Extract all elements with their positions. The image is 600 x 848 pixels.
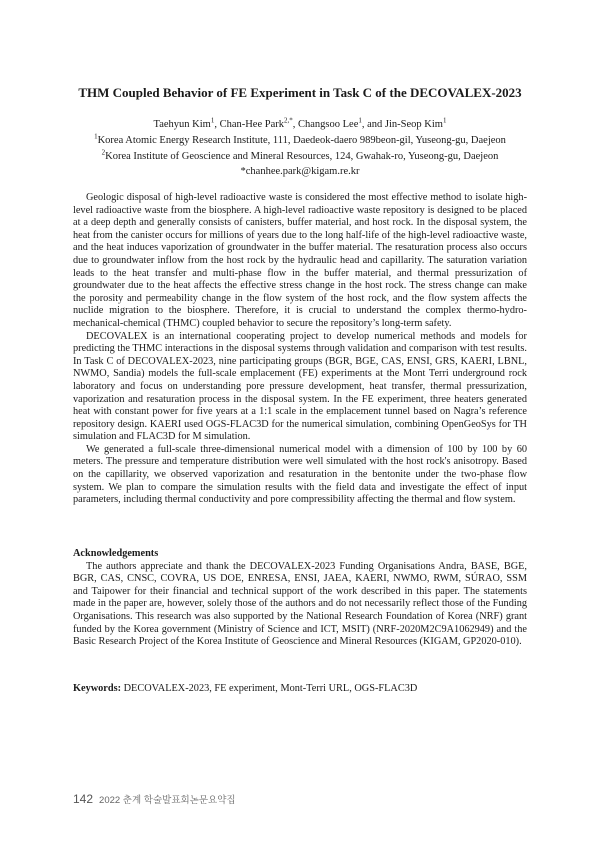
keywords-label: Keywords: <box>73 683 122 694</box>
author-affil-mark: 1 <box>442 116 447 125</box>
acknowledgements-text: The authors appreciate and thank the DECOVALEX-2023 Funding Organisations Andra, BASE, BGE, BGR, CAS, CNSC, COVRA, US DOE, ENRESA, ENSI, JAEA, KAERI, NWMO, RWM, SÚRAO, SSM and Taipower for their financial and technical support of the work described in this paper. The statements made in the paper are, however, solely those of the authors and do not necessarily reflect those of the Funding Organisations. This research was also supported by the National Research Foundation of Korea (NRF) grant funded by the Korea government (Ministry of Science and ICT, MSIT) (NRF-2020M2C9A1062949) and the Basic Research Project of the Korea Institute of Geoscience and Mineral Resources (KIGAM, GP2020-010). <box>73 560 527 648</box>
author-affil-mark: 1 <box>210 116 215 125</box>
keywords-list: DECOVALEX-2023, FE experiment, Mont-Terri URL, OGS-FLAC3D <box>123 683 418 694</box>
abstract-body <box>73 192 527 507</box>
author-separator: , and <box>361 119 385 130</box>
author-name: Jin-Seop Kim <box>384 119 443 130</box>
affiliation-mark: 1 <box>94 132 98 141</box>
author-name: Taehyun Kim <box>153 119 211 130</box>
body-paragraph: DECOVALEX is an international cooperating project to develop numerical methods and models for predicting the THMC interactions in the disposal systems through validation and comparison with test results. In Task C of DECOVALEX-2023, nine participating groups (BGR, BGE, CAS, ENSI, GRS, KAERI, LBNL, NWMO, Sandia) models the full-scale emplacement (FE) experiments at the Mont Terri underground rock laboratory and focus on understanding pore pressure development, heat transfer, thermal pressurization, vaporization and resaturation process in the disposal system. In the FE experiment, three heaters generated heat with constant power for five years at a 1:1 scale in the emplacement tunnel based on Nagra’s reference repository design. KAERI used OGS-FLAC3D for the numerical simulation, combining OpenGeoSys for TH simulation and FLAC3D for M simulation. <box>73 330 527 443</box>
paper-title: THM Coupled Behavior of FE Experiment in Task C of the DECOVALEX-2023 <box>78 85 522 100</box>
author-line <box>0 118 600 131</box>
affiliation-text: Korea Institute of Geoscience and Mineral Resources, 124, Gwahak-ro, Yuseong-gu, Daejeon <box>105 151 499 162</box>
affiliation-line <box>0 150 600 163</box>
body-paragraph: Geologic disposal of high-level radioactive waste is considered the most effective method to isolate high-level radioactive waste from the biosphere. A high-level radioactive waste repository is designed to be placed at a deep depth and generally consists of canisters, buffer material, and host rock. In the disposal system, the heat from the canister occurs for millions of years due to the long half-life of the high-level radioactive waste, and the heat induces vaporization of groundwater in the buffer material. The resaturation process also occurs due to groundwater inflow from the host rock by the hydraulic head and capillarity. The saturation variation leads to the heat transfer and multi-phase flow in the buffer material, and thermal pressurization of groundwater due to the heat affects the effective stress change in the host rock. The stress change can make the porosity and permeability change in the flow system of the host rock, and the flow system affects the nuclide migration to the biosphere. Therefore, it is crucial to understand the complex thermo-hydro-mechanical-chemical (THMC) coupled behavior to secure the repository’s long-term safety. <box>73 192 527 329</box>
proceedings-name: 2022 춘계 학술발표회논문요약집 <box>99 795 236 806</box>
author-separator: , <box>292 119 298 130</box>
page-footer <box>73 792 236 806</box>
author-name: Changsoo Lee <box>298 119 359 130</box>
author-affil-mark: 1 <box>358 116 362 125</box>
author-name: Chan-Hee Park <box>219 119 284 130</box>
keywords-section <box>73 683 527 696</box>
page-number: 142 <box>73 792 94 806</box>
author-affil-mark: 2,* <box>284 116 293 125</box>
affiliation-line <box>0 134 600 147</box>
body-paragraph: We generated a full-scale three-dimensional numerical model with a dimension of 100 by 100 by 60 meters. The pressure and temperature distribution were well simulated with the host rock's anisotropy. Based on the capillarity, we observed vaporization and resaturation in the bentonite under the two-phase flow system. We plan to compare the simulation results with the field data and investigate the effect of input parameters, including thermal conductivity and pore compressibility affecting the thermal and flow system. <box>73 443 527 506</box>
affiliation-mark: 2 <box>101 148 106 157</box>
corresponding-email: *chanhee.park@kigam.re.kr <box>240 166 360 177</box>
acknowledgements-heading: Acknowledgements <box>73 548 159 559</box>
affiliation-text: Korea Atomic Energy Research Institute, 111, Daedeok-daero 989beon-gil, Yuseong-gu, Daejeon <box>97 135 506 146</box>
acknowledgements-section <box>73 548 527 649</box>
author-separator: , <box>214 119 220 130</box>
